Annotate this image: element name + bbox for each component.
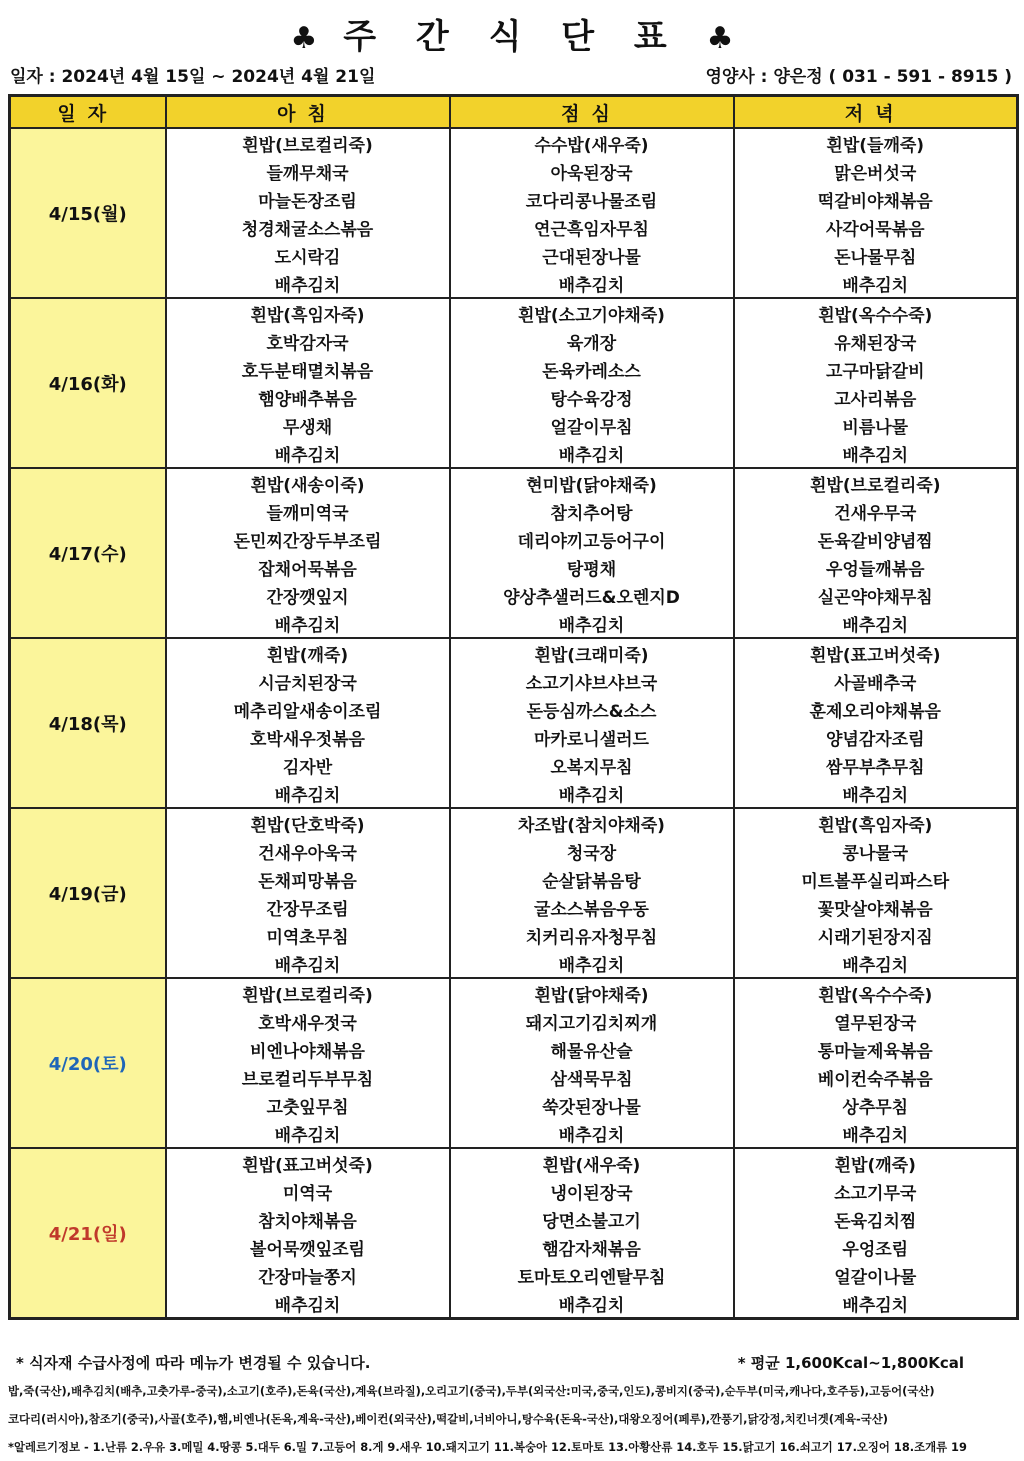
breakfast-item: 건새우아욱국 bbox=[166, 837, 450, 865]
dinner-item: 우엉들깨볶음 bbox=[734, 553, 1018, 581]
lunch-item: 청국장 bbox=[450, 837, 734, 865]
lunch-item: 마카로니샐러드 bbox=[450, 723, 734, 751]
allergy-info: *알레르기정보 - 1.난류 2.우유 3.메밀 4.땅콩 5.대두 6.밀 7.고등어 8.게 9.새우 10.돼지고기 11.복숭아 12.토마토 13.아황산류 14.호두 15.닭고기 16.쇠고기 17.오징어 18.조개류 19 bbox=[8, 1440, 967, 1454]
menu-row bbox=[10, 298, 1018, 327]
breakfast-item: 돈채피망볶음 bbox=[166, 865, 450, 893]
breakfast-item: 돈민찌간장두부조림 bbox=[166, 525, 450, 553]
breakfast-item: 메추리알새송이조림 bbox=[166, 695, 450, 723]
day-date: 4/16(화) bbox=[10, 298, 166, 468]
lunch-item: 냉이된장국 bbox=[450, 1177, 734, 1205]
breakfast-item: 배추김치 bbox=[166, 779, 450, 808]
dinner-item: 쌈무부추무침 bbox=[734, 751, 1018, 779]
lunch-item: 순살닭볶음탕 bbox=[450, 865, 734, 893]
lunch-item: 탕수육강정 bbox=[450, 383, 734, 411]
dinner-item: 훈제오리야채볶음 bbox=[734, 695, 1018, 723]
lunch-item: 배추김치 bbox=[450, 779, 734, 808]
breakfast-item: 배추김치 bbox=[166, 439, 450, 468]
dinner-item: 배추김치 bbox=[734, 1289, 1018, 1319]
club-icon: ♣ bbox=[706, 21, 734, 56]
breakfast-item: 미역초무침 bbox=[166, 921, 450, 949]
breakfast-item: 들깨무채국 bbox=[166, 157, 450, 185]
breakfast-item: 볼어묵깻잎조림 bbox=[166, 1233, 450, 1261]
header-breakfast: 아침 bbox=[166, 96, 450, 129]
day-date: 4/15(월) bbox=[10, 128, 166, 298]
dinner-item: 돈육김치찜 bbox=[734, 1205, 1018, 1233]
lunch-item: 돈등심까스&소스 bbox=[450, 695, 734, 723]
dinner-item: 흰밥(옥수수죽) bbox=[734, 978, 1018, 1007]
dinner-item: 고구마닭갈비 bbox=[734, 355, 1018, 383]
menu-change-notice: * 식자재 수급사정에 따라 메뉴가 변경될 수 있습니다. bbox=[16, 1354, 371, 1372]
lunch-item: 탕평채 bbox=[450, 553, 734, 581]
breakfast-item: 마늘돈장조림 bbox=[166, 185, 450, 213]
menu-row bbox=[10, 128, 1018, 157]
dinner-item: 시래기된장지짐 bbox=[734, 921, 1018, 949]
dinner-item: 흰밥(옥수수죽) bbox=[734, 298, 1018, 327]
dinner-item: 통마늘제육볶음 bbox=[734, 1035, 1018, 1063]
breakfast-item: 흰밥(흑임자죽) bbox=[166, 298, 450, 327]
dinner-item: 비름나물 bbox=[734, 411, 1018, 439]
breakfast-item: 시금치된장국 bbox=[166, 667, 450, 695]
menu-row bbox=[10, 1148, 1018, 1177]
day-date: 4/18(목) bbox=[10, 638, 166, 808]
title-text: 주 간 식 단 표 bbox=[343, 17, 681, 57]
lunch-item: 소고기샤브샤브국 bbox=[450, 667, 734, 695]
dinner-item: 열무된장국 bbox=[734, 1007, 1018, 1035]
breakfast-item: 참치야채볶음 bbox=[166, 1205, 450, 1233]
menu-row bbox=[10, 808, 1018, 837]
lunch-item: 육개장 bbox=[450, 327, 734, 355]
lunch-item: 토마토오리엔탈무침 bbox=[450, 1261, 734, 1289]
menu-row bbox=[10, 638, 1018, 667]
lunch-item: 삼색묵무침 bbox=[450, 1063, 734, 1091]
breakfast-item: 호박새우젓국 bbox=[166, 1007, 450, 1035]
breakfast-item: 도시락김 bbox=[166, 241, 450, 269]
dinner-item: 떡갈비야채볶음 bbox=[734, 185, 1018, 213]
dinner-item: 양념감자조림 bbox=[734, 723, 1018, 751]
breakfast-item: 간장깻잎지 bbox=[166, 581, 450, 609]
breakfast-item: 흰밥(브로컬리죽) bbox=[166, 978, 450, 1007]
lunch-item: 수수밥(새우죽) bbox=[450, 128, 734, 157]
day-date: 4/19(금) bbox=[10, 808, 166, 978]
breakfast-item: 흰밥(단호박죽) bbox=[166, 808, 450, 837]
dinner-item: 소고기무국 bbox=[734, 1177, 1018, 1205]
day-date: 4/21(일) bbox=[10, 1148, 166, 1319]
lunch-item: 코다리콩나물조림 bbox=[450, 185, 734, 213]
breakfast-item: 배추김치 bbox=[166, 949, 450, 978]
lunch-item: 배추김치 bbox=[450, 269, 734, 298]
breakfast-item: 흰밥(깨죽) bbox=[166, 638, 450, 667]
lunch-item: 돈육카레소스 bbox=[450, 355, 734, 383]
breakfast-item: 햄양배추볶음 bbox=[166, 383, 450, 411]
lunch-item: 굴소스볶음우동 bbox=[450, 893, 734, 921]
breakfast-item: 들깨미역국 bbox=[166, 497, 450, 525]
breakfast-item: 간장마늘쫑지 bbox=[166, 1261, 450, 1289]
menu-body bbox=[10, 128, 1018, 1319]
lunch-item: 근대된장나물 bbox=[450, 241, 734, 269]
breakfast-item: 흰밥(표고버섯죽) bbox=[166, 1148, 450, 1177]
lunch-item: 현미밥(닭야채죽) bbox=[450, 468, 734, 497]
breakfast-item: 고춧잎무침 bbox=[166, 1091, 450, 1119]
dinner-item: 배추김치 bbox=[734, 1119, 1018, 1148]
breakfast-item: 흰밥(브로컬리죽) bbox=[166, 128, 450, 157]
club-icon: ♣ bbox=[290, 21, 318, 56]
breakfast-item: 청경채굴소스볶음 bbox=[166, 213, 450, 241]
breakfast-item: 미역국 bbox=[166, 1177, 450, 1205]
dinner-item: 배추김치 bbox=[734, 269, 1018, 298]
lunch-item: 돼지고기김치찌개 bbox=[450, 1007, 734, 1035]
breakfast-item: 무생채 bbox=[166, 411, 450, 439]
dinner-item: 사골배추국 bbox=[734, 667, 1018, 695]
dinner-item: 흰밥(흑임자죽) bbox=[734, 808, 1018, 837]
breakfast-item: 잡채어묵볶음 bbox=[166, 553, 450, 581]
day-date: 4/17(수) bbox=[10, 468, 166, 638]
breakfast-item: 배추김치 bbox=[166, 1119, 450, 1148]
lunch-item: 배추김치 bbox=[450, 609, 734, 638]
breakfast-item: 배추김치 bbox=[166, 1289, 450, 1319]
lunch-item: 햄감자채볶음 bbox=[450, 1233, 734, 1261]
lunch-item: 치커리유자청무침 bbox=[450, 921, 734, 949]
lunch-item: 배추김치 bbox=[450, 1289, 734, 1319]
header-row bbox=[10, 96, 1018, 129]
breakfast-item: 호두분태멸치볶음 bbox=[166, 355, 450, 383]
lunch-item: 흰밥(닭야채죽) bbox=[450, 978, 734, 1007]
lunch-item: 차조밥(참치야채죽) bbox=[450, 808, 734, 837]
breakfast-item: 김자반 bbox=[166, 751, 450, 779]
breakfast-item: 배추김치 bbox=[166, 609, 450, 638]
lunch-item: 배추김치 bbox=[450, 439, 734, 468]
breakfast-item: 배추김치 bbox=[166, 269, 450, 298]
lunch-item: 배추김치 bbox=[450, 949, 734, 978]
dietitian-contact: 영양사 : 양은정 ( 031 - 591 - 8915 ) bbox=[705, 67, 1012, 87]
lunch-item: 아욱된장국 bbox=[450, 157, 734, 185]
dinner-item: 베이컨숙주볶음 bbox=[734, 1063, 1018, 1091]
day-date: 4/20(토) bbox=[10, 978, 166, 1148]
dinner-item: 고사리볶음 bbox=[734, 383, 1018, 411]
lunch-item: 오복지무침 bbox=[450, 751, 734, 779]
dinner-item: 유채된장국 bbox=[734, 327, 1018, 355]
dinner-item: 얼갈이나물 bbox=[734, 1261, 1018, 1289]
dinner-item: 흰밥(깨죽) bbox=[734, 1148, 1018, 1177]
weekly-menu-table bbox=[8, 94, 1019, 1320]
lunch-item: 당면소불고기 bbox=[450, 1205, 734, 1233]
dinner-item: 사각어묵볶음 bbox=[734, 213, 1018, 241]
dinner-item: 흰밥(브로컬리죽) bbox=[734, 468, 1018, 497]
origin-info-line-1: 밥,죽(국산),배추김치(배추,고춧가루-중국),소고기(호주),돈육(국산),계육(브라질),오리고기(중국),두부(외국산:미국,중국,인도),콩비지(중국),순두부(미국,캐나다,호주등),고등어(국산) bbox=[8, 1384, 935, 1398]
lunch-item: 흰밥(새우죽) bbox=[450, 1148, 734, 1177]
breakfast-item: 간장무조림 bbox=[166, 893, 450, 921]
breakfast-item: 흰밥(새송이죽) bbox=[166, 468, 450, 497]
period-range: 일자 : 2024년 4월 15일 ~ 2024년 4월 21일 bbox=[10, 67, 376, 87]
header-lunch: 점심 bbox=[450, 96, 734, 129]
dinner-item: 흰밥(들깨죽) bbox=[734, 128, 1018, 157]
lunch-item: 흰밥(소고기야채죽) bbox=[450, 298, 734, 327]
menu-row bbox=[10, 978, 1018, 1007]
dinner-item: 우엉조림 bbox=[734, 1233, 1018, 1261]
lunch-item: 참치추어탕 bbox=[450, 497, 734, 525]
menu-row bbox=[10, 468, 1018, 497]
lunch-item: 흰밥(크래미죽) bbox=[450, 638, 734, 667]
lunch-item: 데리야끼고등어구이 bbox=[450, 525, 734, 553]
dinner-item: 꽃맛살야채볶음 bbox=[734, 893, 1018, 921]
origin-info-line-2: 코다리(러시아),참조기(중국),사골(호주),햄,비엔나(돈육,계육-국산),베이컨(외국산),떡갈비,너비아니,탕수육(돈육-국산),대왕오징어(페루),깐풍기,닭강정,치킨너겟(계육-국산) bbox=[8, 1412, 888, 1426]
page-title bbox=[0, 14, 1024, 60]
dinner-item: 상추무침 bbox=[734, 1091, 1018, 1119]
calorie-notice: * 평균 1,600Kcal~1,800Kcal bbox=[737, 1354, 964, 1372]
dinner-item: 배추김치 bbox=[734, 439, 1018, 468]
header-date: 일자 bbox=[10, 96, 166, 129]
lunch-item: 쑥갓된장나물 bbox=[450, 1091, 734, 1119]
dinner-item: 미트볼푸실리파스타 bbox=[734, 865, 1018, 893]
breakfast-item: 호박감자국 bbox=[166, 327, 450, 355]
dinner-item: 돈육갈비양념찜 bbox=[734, 525, 1018, 553]
dinner-item: 돈나물무침 bbox=[734, 241, 1018, 269]
lunch-item: 배추김치 bbox=[450, 1119, 734, 1148]
dinner-item: 맑은버섯국 bbox=[734, 157, 1018, 185]
header-dinner: 저녁 bbox=[734, 96, 1018, 129]
dinner-item: 배추김치 bbox=[734, 609, 1018, 638]
breakfast-item: 비엔나야채볶음 bbox=[166, 1035, 450, 1063]
dinner-item: 실곤약야채무침 bbox=[734, 581, 1018, 609]
lunch-item: 얼갈이무침 bbox=[450, 411, 734, 439]
dinner-item: 콩나물국 bbox=[734, 837, 1018, 865]
lunch-item: 연근흑임자무침 bbox=[450, 213, 734, 241]
dinner-item: 배추김치 bbox=[734, 949, 1018, 978]
dinner-item: 건새우무국 bbox=[734, 497, 1018, 525]
dinner-item: 배추김치 bbox=[734, 779, 1018, 808]
breakfast-item: 브로컬리두부무침 bbox=[166, 1063, 450, 1091]
breakfast-item: 호박새우젓볶음 bbox=[166, 723, 450, 751]
lunch-item: 해물유산슬 bbox=[450, 1035, 734, 1063]
lunch-item: 양상추샐러드&오렌지D bbox=[450, 581, 734, 609]
dinner-item: 흰밥(표고버섯죽) bbox=[734, 638, 1018, 667]
